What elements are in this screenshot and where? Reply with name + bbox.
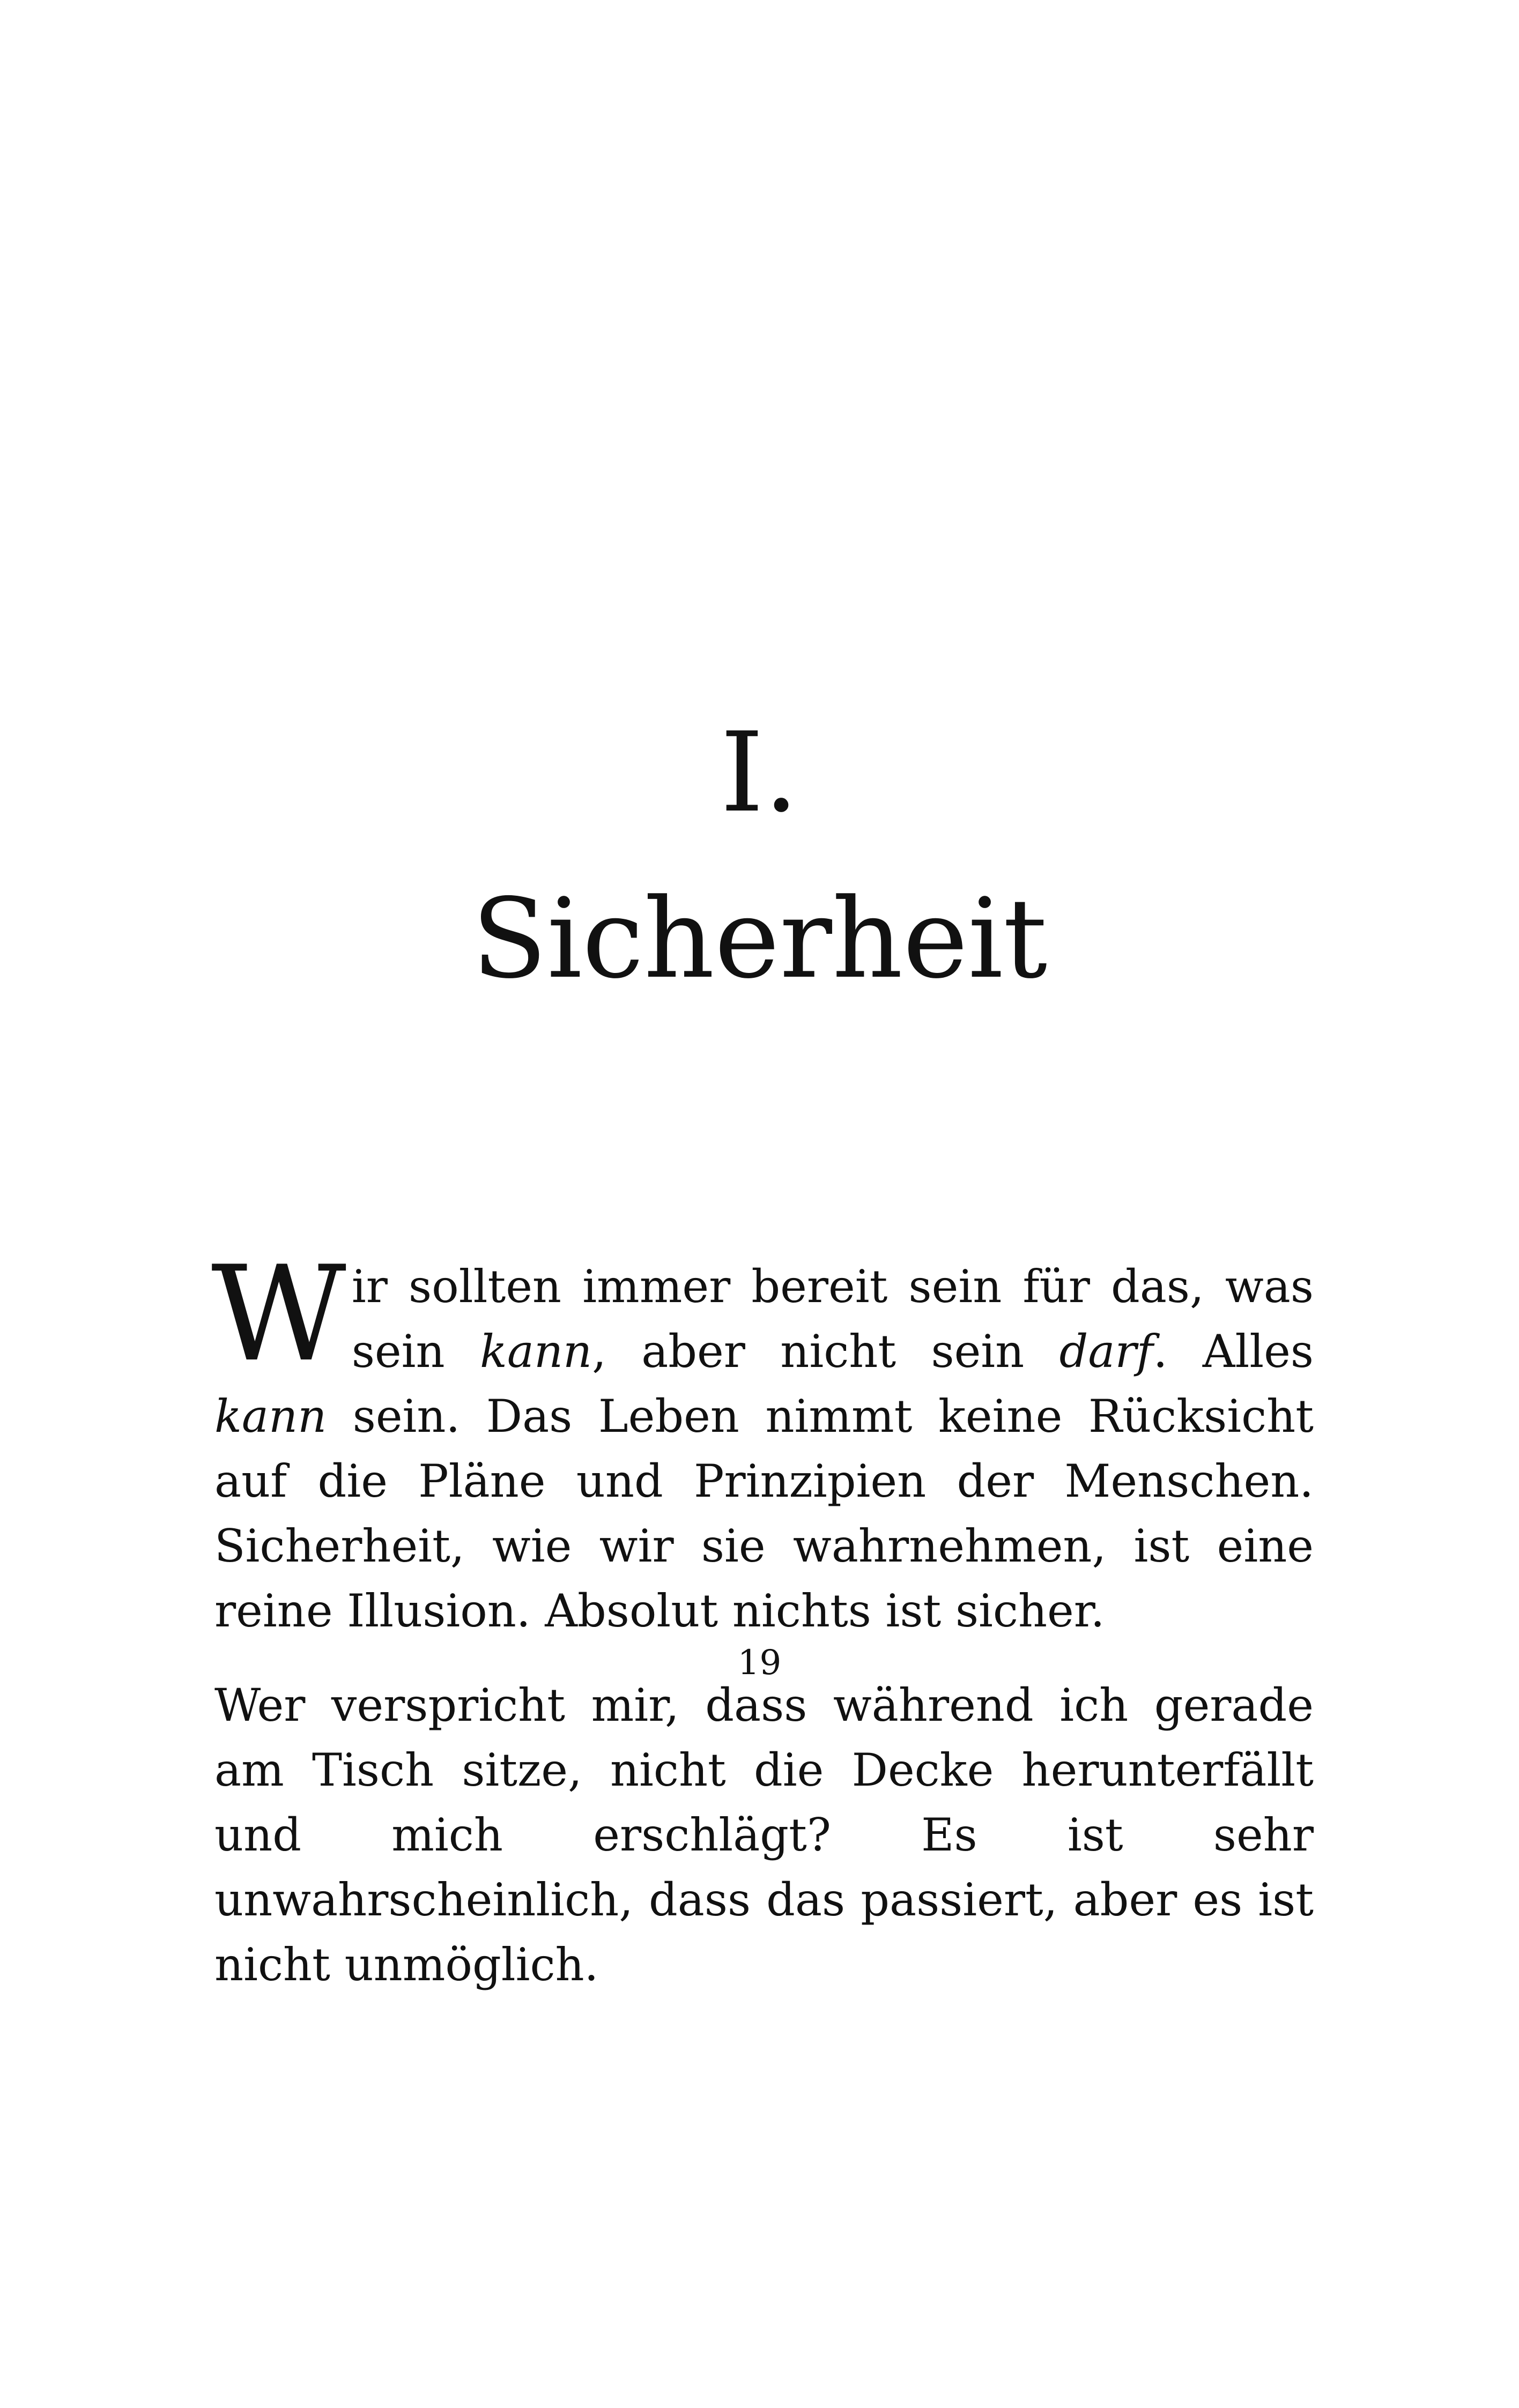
paragraph-1-seg-4: darf [1059, 1325, 1153, 1378]
paragraph-1-seg-5: . Alles [1153, 1325, 1314, 1378]
paragraph-1-seg-3: , aber nicht sein [592, 1325, 1059, 1378]
page-number: 19 [737, 1643, 782, 1683]
body-text [211, 1238, 1314, 1997]
paragraph-1-seg-6: kann [214, 1390, 327, 1443]
paragraph-2-seg-1: Wer verspricht mir, dass während ich gerade am Tisch sitze, nicht die Decke herunterfällt und mich erschlägt? Es ist sehr unwahrscheinlich, dass das passiert, aber es ist nicht unmöglich. [214, 1679, 1314, 1991]
chapter-title: Sicherheit [471, 875, 1048, 1003]
paragraph-1-seg-2: kann [479, 1325, 592, 1378]
paragraph-2 [214, 1673, 1314, 1997]
paragraph-1-seg-7: sein. Das Leben nimmt keine Rücksicht auf die Pläne und Prinzipien der Menschen. Sicherheit, wie wir sie wahrnehmen, ist eine reine Illusion. Absolut nichts ist sicher. [214, 1390, 1314, 1637]
chapter-number: I. [720, 709, 799, 837]
paragraph-1 [211, 1238, 1314, 1644]
paragraph-1-seg-1: ir sollten immer bereit sein für das, was sein [351, 1260, 1314, 1378]
dropcap: W [211, 1238, 346, 1391]
